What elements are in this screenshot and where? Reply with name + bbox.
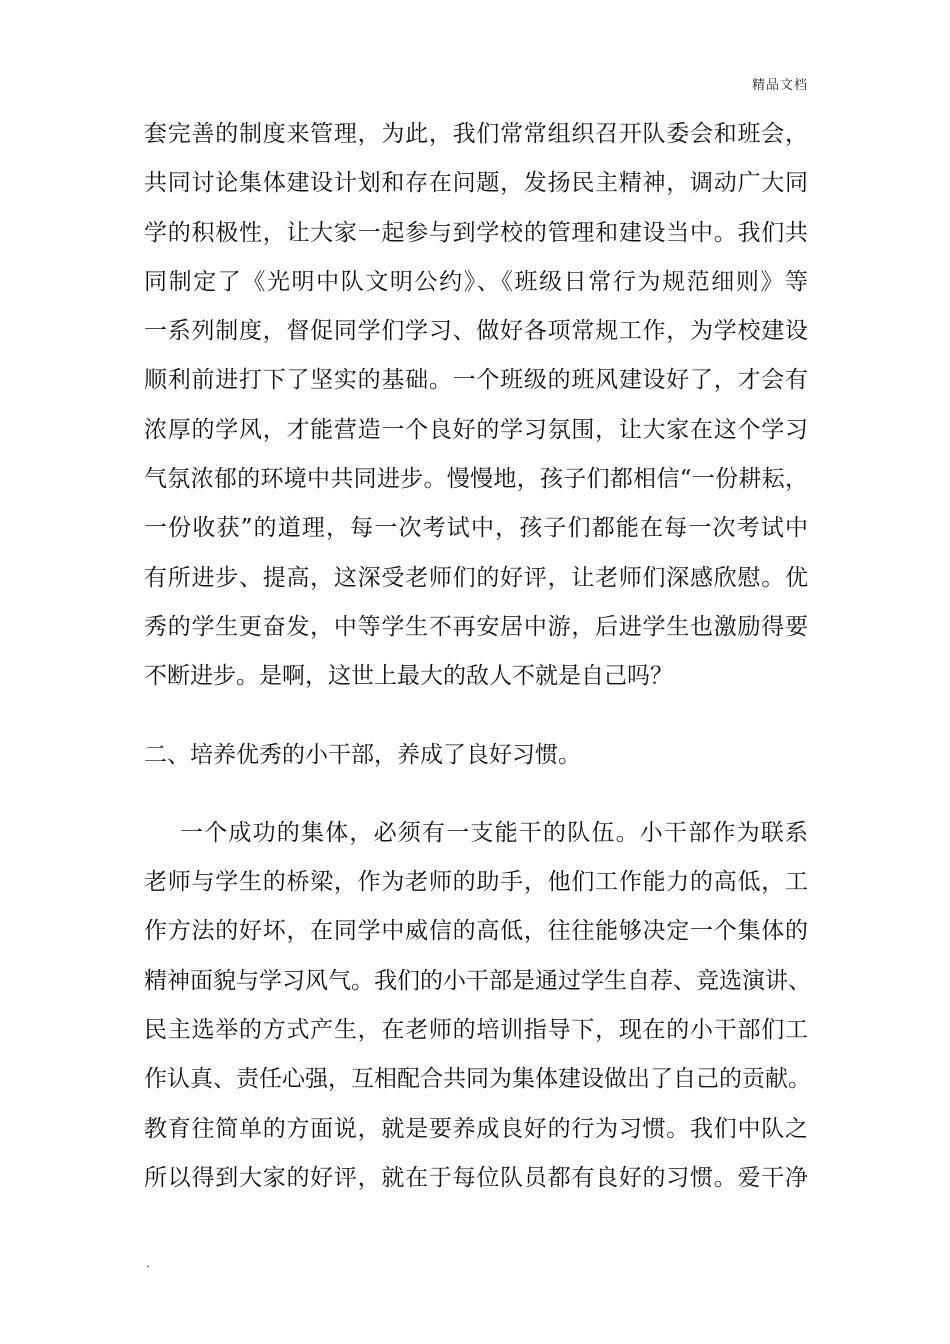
paragraph-line: 作认真、责任心强，互相配合共同为集体建设做出了自己的贡献。: [144, 1066, 811, 1093]
paragraph-line: 气氛浓郁的环境中共同进步。慢慢地，孩子们都相信“一份耕耘，: [144, 466, 808, 493]
paragraph-line: 浓厚的学风，才能营造一个良好的学习氛围，让大家在这个学习: [144, 416, 808, 443]
paragraph-line: 教育往简单的方面说，就是要养成良好的行为习惯。我们中队之: [144, 1115, 808, 1142]
paragraph-spacer: [144, 780, 808, 809]
document-body: [144, 110, 811, 1203]
paragraph-line: 套完善的制度来管理，为此，我们常常组织召开队委会和班会，: [144, 121, 808, 147]
paragraph-line: 同制定了《光明中队文明公约》、《班级日常行为规范细则》等: [144, 268, 808, 295]
paragraph-line: 一系列制度，督促同学们学习、做好各项常规工作，为学校建设: [144, 318, 808, 345]
paragraph-1: [144, 110, 808, 702]
paragraph-line: 学的积极性，让大家一起参与到学校的管理和建设当中。我们共: [144, 219, 808, 246]
page-header-label: 精品文档: [751, 78, 808, 93]
paragraph-line: 一份收获”的道理，每一次考试中，孩子们都能在每一次考试中: [144, 515, 808, 542]
paragraph-line: 有所进步、提高，这深受老师们的好评，让老师们深感欣慰。优: [144, 564, 808, 591]
paragraph-line: 精神面貌与学习风气。我们的小干部是通过学生自荐、竞选演讲、: [144, 967, 811, 994]
paragraph-line: 共同讨论集体建设计划和存在问题，发扬民主精神，调动广大同: [144, 170, 808, 197]
section-heading: 二、培养优秀的小干部，养成了良好习惯。: [144, 741, 581, 768]
paragraph-line: 民主选举的方式产生，在老师的培训指导下，现在的小干部们工: [144, 1017, 808, 1044]
paragraph-2: [144, 809, 811, 1203]
paragraph-line: 不断进步。是啊，这世上最大的敌人不就是自己吗？: [144, 663, 673, 690]
paragraph-spacer: [144, 702, 808, 731]
footer-mark: .: [146, 1256, 150, 1270]
paragraph-line: 老师与学生的桥梁，作为老师的助手，他们工作能力的高低，工: [144, 869, 808, 896]
paragraph-line: 秀的学生更奋发，中等学生不再安居中游，后进学生也激励得要: [144, 613, 808, 640]
paragraph-line: 顺利前进打下了坚实的基础。一个班级的班风建设好了，才会有: [144, 367, 808, 394]
paragraph-line: 所以得到大家的好评，就在于每位队员都有良好的习惯。爱干净: [144, 1164, 808, 1191]
paragraph-line: 作方法的好坏，在同学中威信的高低，往往能够决定一个集体的: [144, 918, 808, 945]
paragraph-line: 一个成功的集体，必须有一支能干的队伍。小干部作为联系: [180, 819, 808, 846]
